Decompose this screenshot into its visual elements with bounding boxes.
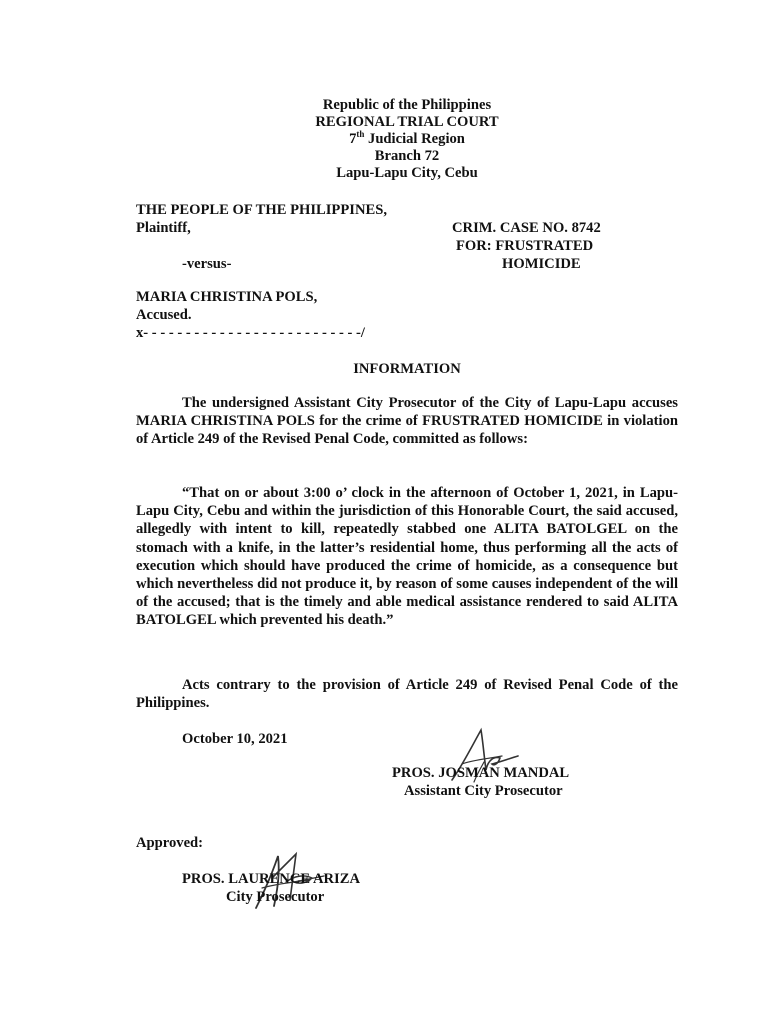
- region-number: 7: [349, 131, 357, 147]
- document-date: October 10, 2021: [182, 731, 288, 747]
- accused-role: Accused.: [136, 307, 192, 323]
- paragraph-text: The undersigned Assistant City Prosecutor of the City of Lapu-Lapu accuses MARIA CHRISTINA POLS for the crime of FRUSTRATED HOMICIDE in violation of Article 249 of the Revised Penal Code, committed as follows:: [136, 395, 678, 448]
- court-republic: Republic of the Philippines: [322, 97, 492, 113]
- court-city: Lapu-Lapu City, Cebu: [336, 165, 478, 181]
- court-name: REGIONAL TRIAL COURT: [315, 114, 499, 130]
- body-paragraph-3: [136, 676, 678, 712]
- region-text: Judicial Region: [364, 131, 465, 147]
- case-charge-line1: FOR: FRUSTRATED: [456, 238, 594, 254]
- case-charge-line2: HOMICIDE: [502, 256, 581, 272]
- court-branch: Branch 72: [374, 148, 440, 164]
- body-paragraph-1: [136, 394, 678, 449]
- prosecutor-name: PROS. JOSMAN MANDAL: [392, 765, 570, 781]
- approved-label: Approved:: [136, 835, 204, 851]
- case-number: CRIM. CASE NO. 8742: [452, 220, 601, 236]
- prosecutor-title: Assistant City Prosecutor: [404, 783, 563, 799]
- body-paragraph-2: [136, 484, 678, 630]
- plaintiff-role: Plaintiff,: [136, 220, 191, 236]
- court-region: [0, 130, 768, 148]
- caption-separator: x- - - - - - - - - - - - - - - - - - - - - - - - - -/: [136, 325, 365, 341]
- paragraph-text: Acts contrary to the provision of Article 249 of Revised Penal Code of the Philippines.: [136, 677, 678, 712]
- paragraph-text: “That on or about 3:00 o’ clock in the afternoon of October 1, 2021, in Lapu-Lapu City, Cebu and within the jurisdiction of this Honorable Court, the said accused, allegedly with intent to kill, repeatedly stabbed one ALITA BATOLGEL on the stomach with a knife, in the latter’s residential home, thus performing all the acts of execution which should have produced the crime of homicide, as a consequence but which nevertheless did not produce it, by reason of some causes independent of the will of the accused; that is the timely and able medical assistance rendered to said ALITA BATOLGEL which prevented his death.”: [136, 485, 678, 629]
- approver-title: City Prosecutor: [226, 889, 325, 905]
- region-suffix: th: [356, 129, 365, 140]
- versus-label: -versus-: [182, 256, 232, 272]
- approver-name: PROS. LAURENCE ARIZA: [182, 871, 360, 887]
- document-title: INFORMATION: [353, 361, 461, 377]
- plaintiff-name: THE PEOPLE OF THE PHILIPPINES,: [136, 202, 387, 218]
- accused-name: MARIA CHRISTINA POLS,: [136, 289, 318, 305]
